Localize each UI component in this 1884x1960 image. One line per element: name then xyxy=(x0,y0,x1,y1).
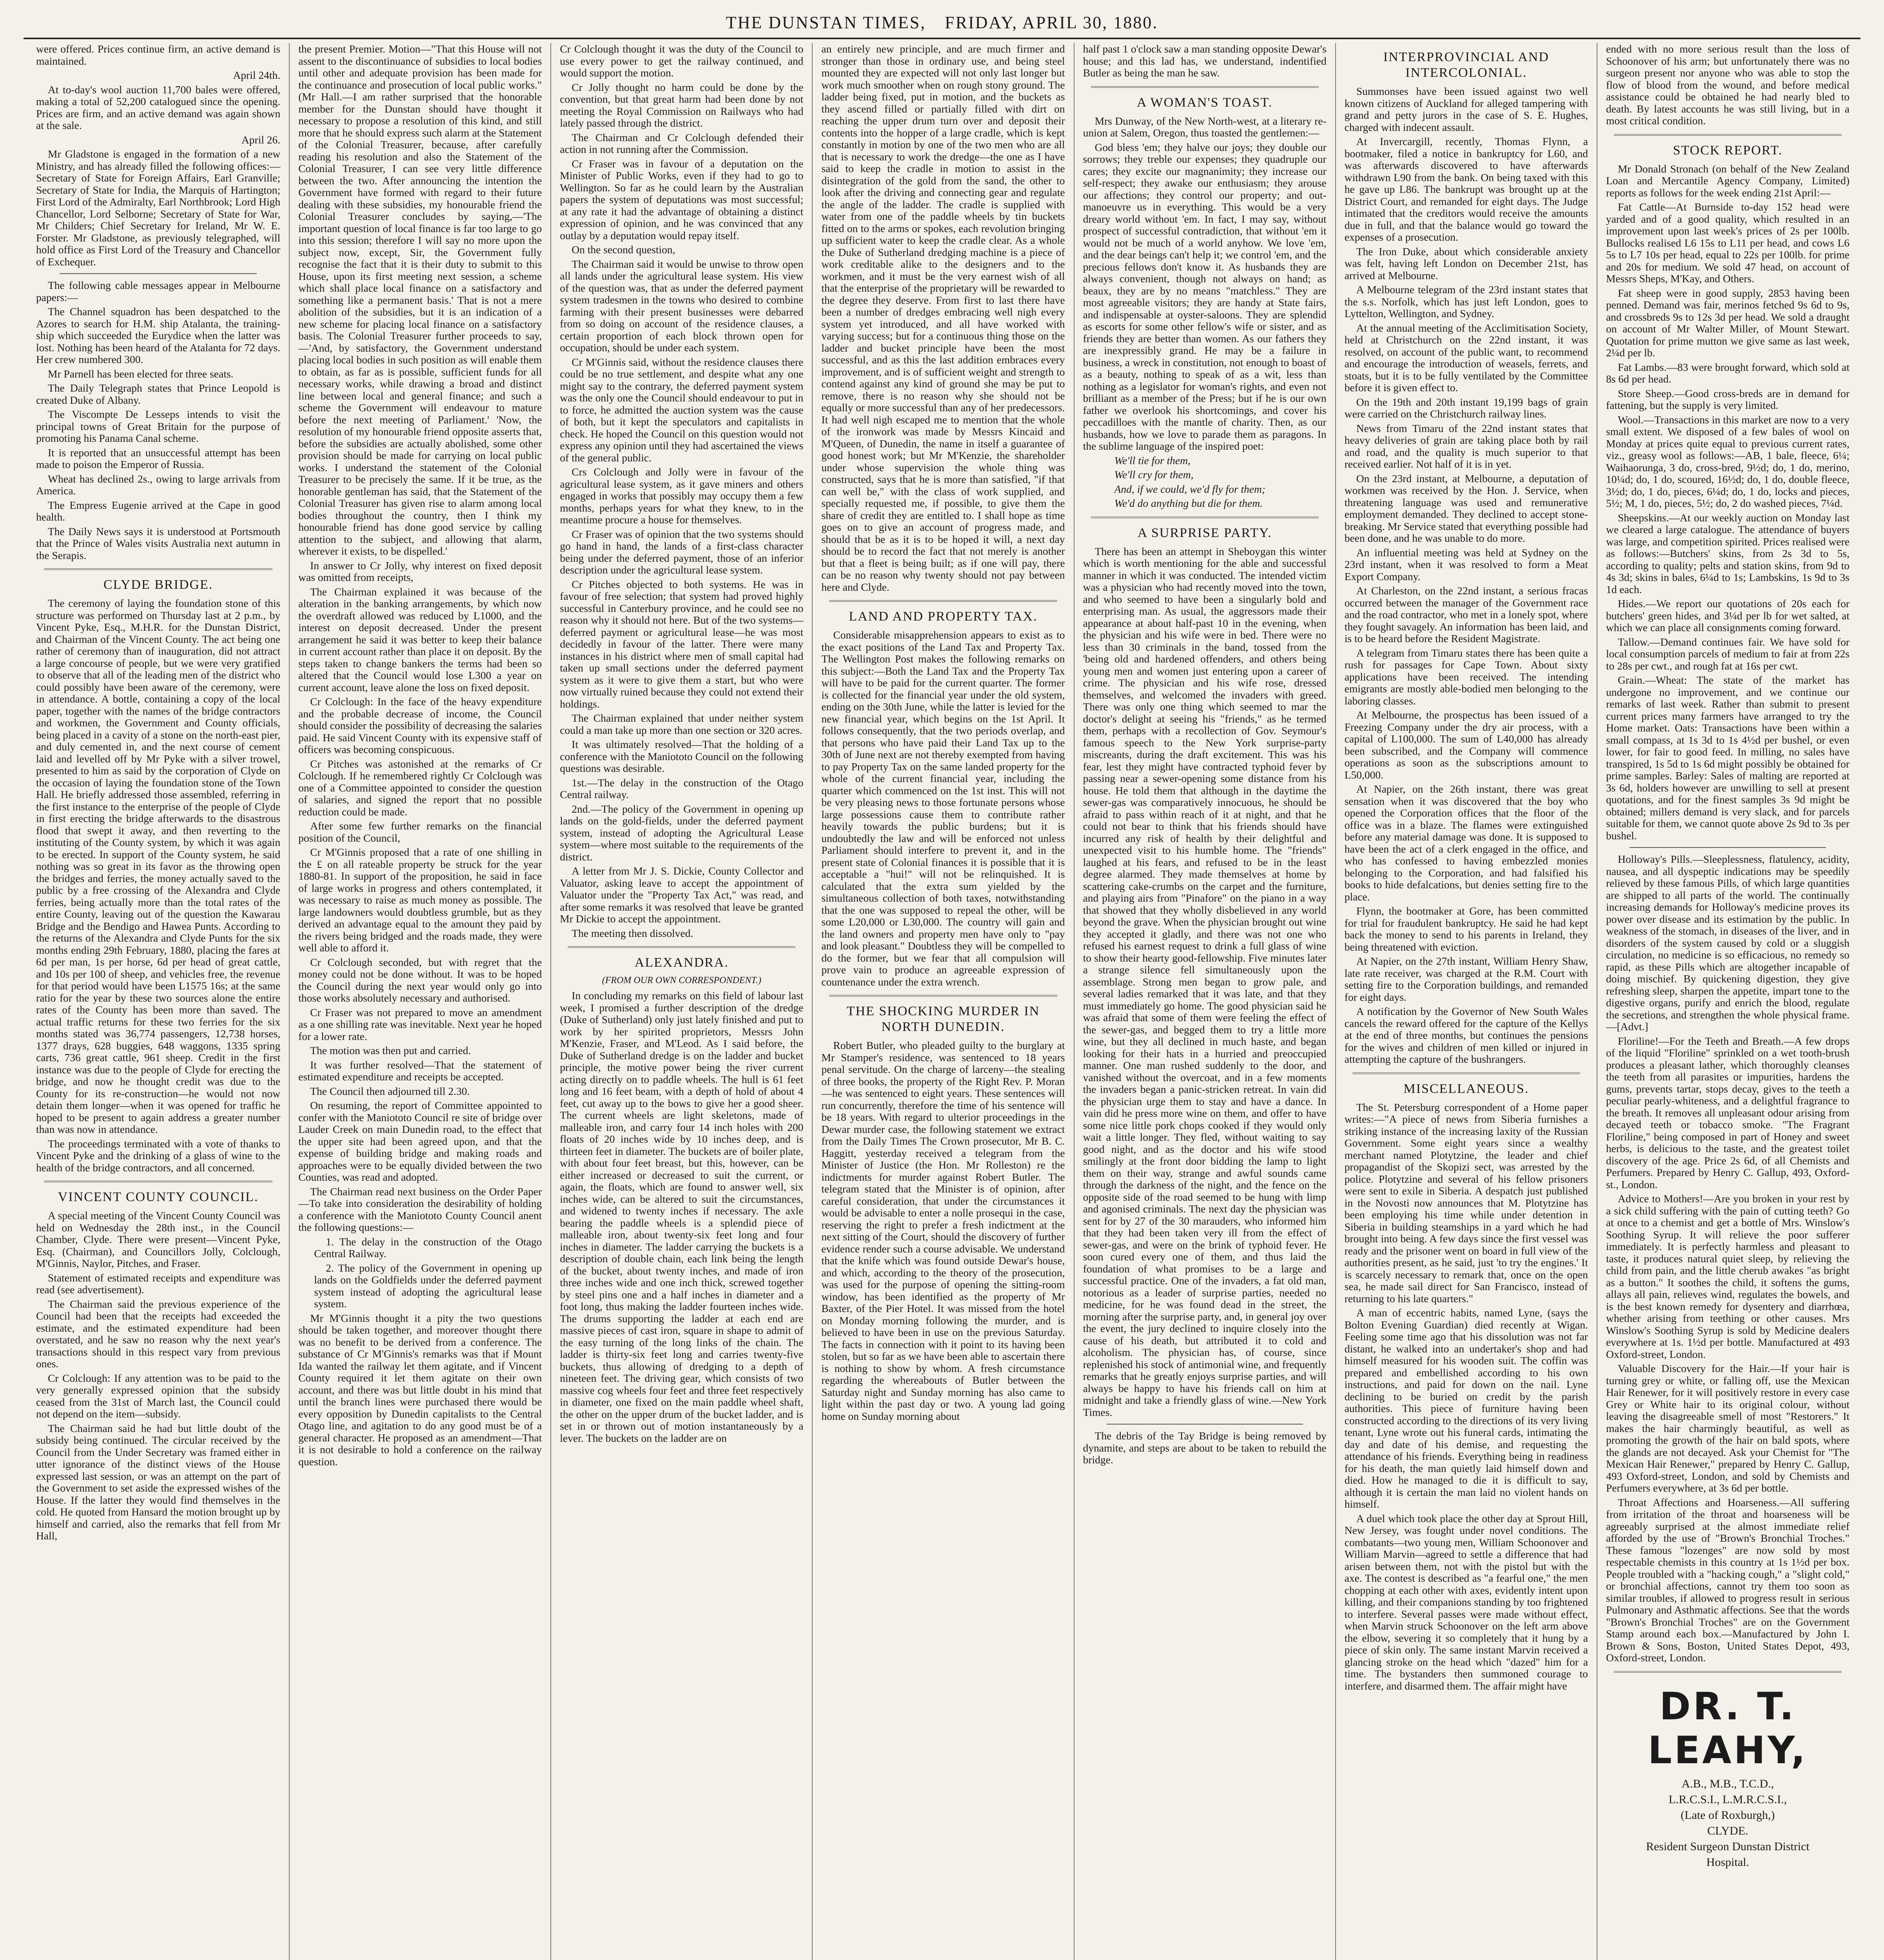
paragraph: At the annual meeting of the Acclimitisation Society, held at Christchurch on the 22nd instant, it was resolved, on account of the public want, to recommend and encourage the introduction of weasels, ferrets, and stoats, but it is to be fully ventilated by the Committee before it is given effect to. xyxy=(1344,321,1588,394)
divider xyxy=(44,568,272,570)
paragraph: Tallow.—Demand continues fair. We have sold for local consumption parcels of medium to fair at from 22s to 28s per cwt., and rough fat at 16s per cwt. xyxy=(1606,635,1850,672)
paragraph: A letter from Mr J. S. Dickie, County Collector and Valuator, asking leave to accept the appointment of Valuator under the "Property Tax Act," was read, and after some remarks it was resolved that leave be granted Mr Dickie to accept the appointment. xyxy=(560,865,804,925)
paragraph: The St. Petersburg correspondent of a Home paper writes:—"A piece of news from Siberia furnishes a striking instance of the increasing laxity of the Russian Government. Some eight years since a wealthy merchant named Plotytzine, the leader and chief propagandist of the Skopizi sect, was arrested by the police. Plotytzine and several of his fellow prisoners were sent to exile in Siberia. A despatch just published in the Novosti now announces that M. Plotytzine has been employing his time while under detention in Siberia in building steamships in a yard which he had brought into being. A few days since the first vessel was ready and the prisoner went on board in full view of the authorities present, as he said, just 'to try the engines.' It is scarcely necessary to remark that, once on the open sea, he made sail direct for San Francisco, instead of returning to his late quarters." xyxy=(1344,1101,1588,1305)
paragraph: The Chairman explained that under neither system could a man take up more than one section or 320 acres. xyxy=(560,712,804,736)
paragraph: The meeting then dissolved. xyxy=(572,927,693,939)
paragraph: Cr Fraser was in favour of a deputation on the Minister of Public Works, even if they had to go to Wellington. So far as he could learn by the Australian papers the system of deputations was most successful; at any rate it had the advantage of obtaining a distinct expression of opinion, and he was convinced that any outlay by a deputation would repay itself. xyxy=(560,157,804,241)
paragraph: The Chairman and Cr Colclough defended their action in not running after the Commission. xyxy=(560,131,804,155)
paragraph: A notification by the Governor of New South Wales cancels the reward offered for the capture of the Kellys at the end of three months, but continues the pensions for the wives and children of men killed or injured in attempting the capture of the bushrangers. xyxy=(1344,1005,1588,1065)
headline-clyde-bridge: CLYDE BRIDGE. xyxy=(103,577,213,592)
dateline: April 26. xyxy=(241,133,281,146)
paragraph: Sheepskins.—At our weekly auction on Monday last we cleared a large catalogue. The attendance of buyers was large, and competition spirited. Prices realised were as follows:—Butchers' skins, from 2s 3d to 5s, according to quality; pelts and station skins, from 9d to 4s 3d; skins in bales, 6¼d to 1s; Lambskins, 1s 9d to 3s 1d each. xyxy=(1606,511,1850,595)
headline-surprise-party: A SURPRISE PARTY. xyxy=(1137,525,1272,540)
paragraph: In answer to Cr Jolly, why interest on fixed deposit was omitted from receipts, xyxy=(298,559,542,583)
paragraph: Cr M'Ginnis proposed that a rate of one shilling in the £ on all rateable property be struck for the year 1880-81. In support of the proposition, he said in face of large works in progress and others contemplated, it was necessary to raise as much money as possible. The large landowners would doubtless grumble, but as they derived an advantage equal to the amount they paid by the rivers being bridged and the roads made, they were well able to afford it. xyxy=(298,846,542,954)
paragraph: On the 19th and 20th instant 19,199 bags of grain were carried on the Christchurch railway lines. xyxy=(1344,396,1588,420)
divider xyxy=(1091,86,1319,88)
paragraph: Grain.—Wheat: The state of the market has undergone no improvement, and we continue our remarks of last week. Rather than submit to present current prices many farmers have arranged to try the Home market. Oats: Transactions have been within a small compass, at 1s 3d to 1s 4½d per bushel, or even lower, for fair to good feed. In milling, no sales have transpired, 1s 5d to 1s 6d might possibly be obtained for prime samples. Barley: Sales of malting are reported at 3s 6d, holders however are unwilling to sell at present quotations, and for the finest samples 3s 9d might be obtained; millers demand is very slack, and for parcels suitable for them, we cannot quote above 2s 9d to 3s per bushel. xyxy=(1606,674,1850,842)
paragraph: Mr M'Ginnis thought it a pity the two questions should be taken together, and moreover thought there was no benefit to be derived from a conference. The substance of Cr M'Ginnis's remarks was that if Mount Ida wanted the railway let them agitate, and if Vincent County required it let them agitate on their own account, and there was but little doubt in his mind that until the branch lines were purchased there would be every opposition by Dunedin capitalists to the Central Otago line, and agitation to do any good must be of a general character. He proposed as an amendment—That it is not desirable to hold a conference on the railway question. xyxy=(298,1312,542,1468)
divider xyxy=(568,946,795,948)
paragraph: Floriline!—For the Teeth and Breath.—A few drops of the liquid "Floriline" sprinkled on a wet tooth-brush produces a pleasant lather, which thoroughly cleanses the teeth from all parasites or impurities, hardens the gums, prevents tartar, stops decay, gives to the teeth a peculiar pearly-whiteness, and a delightful fragrance to the breath. It removes all unpleasant odour arising from decayed teeth or tobacco smoke. "The Fragrant Floriline," being composed in part of Honey and sweet herbs, is delicious to the taste, and the greatest toilet discovery of the age. Price 2s 6d, of all Chemists and Perfumers. Prepared by Henry C. Gallup, 493, Oxford-st., London. xyxy=(1606,1034,1850,1191)
verse-line: And, if we could, we'd fly for them; xyxy=(1114,483,1266,495)
advert-hospital: Hospital. xyxy=(1706,1855,1749,1869)
paragraph: Mr Gladstone is engaged in the formation of a new Ministry, and has already filled the following offices:—Secretary of State for Foreign Affairs, Earl Granville; Secretary of State for India, the Marquis of Hartington; First Lord of the Admiralty, Earl Northbrook; Lord High Chancellor, Lord Selborne; Secretary of State for War, Mr Childers; Chief Secretary for Ireland, Mr W. E. Forster. Mr Gladstone, as previously telegraphed, will hold office as First Lord of the Treasury and Chancellor of Exchequer. xyxy=(36,148,281,268)
paragraph: Cr Pitches was astonished at the remarks of Cr Colclough. If he remembered rightly Cr Colclough was one of a Committee appointed to consider the question of salaries, and signed the report that no possible reduction could be made. xyxy=(298,757,542,818)
paragraph: At Charleston, on the 22nd instant, a serious fracas occurred between the manager of the Government race and the road contractor, who met in a lonely spot, where they fought savagely. An information has been laid, and is to be heard before the Resident Magistrate. xyxy=(1344,584,1588,644)
paragraph: Flynn, the bootmaker at Gore, has been committed for trial for fraudulent bankruptcy. He said he had kept back the money to send to his parents in Ireland, they being threatened with eviction. xyxy=(1344,905,1588,953)
divider xyxy=(829,995,1057,996)
paragraph: Wool.—Transactions in this market are now to a very small extent. We disposed of a few bales of wool on Monday at prices quite equal to previous current rates, viz., greasy wool as follows:—AB, 1 bale, fleece, 6¼; Waihaorunga, 3 do, cross-bred, 9½d; do, 1 do, merino, 10¼d; do, 1 do, scoured, 16½d; do, 1 do, double fleece, 3½d; do, 1 do, pieces, 6¼d; do, 1 do, locks and pieces, 5½; M, 1 do, pieces, 5½; do, 2 do washed pieces, 7¼d. xyxy=(1606,413,1850,509)
verse-line: We'll tie for them, xyxy=(1114,454,1191,466)
verse-line: We'll cry for them, xyxy=(1114,468,1194,481)
paragraph: At Melbourne, the prospectus has been issued of a Freezing Company under the dry air process, with a capital of L100,000. The sum of L40,000 has already been subscribed, and the Company will commence operations as soon as the subscriptions amount to L50,000. xyxy=(1344,709,1588,781)
headline-alexandra: ALEXANDRA. xyxy=(634,955,729,970)
masthead-date: FRIDAY, APRIL 30, 1880. xyxy=(945,13,1158,32)
paragraph: Statement of estimated receipts and expenditure was read (see advertisement). xyxy=(36,1271,281,1296)
divider xyxy=(44,1181,272,1182)
paragraph: It is reported that an unsuccessful attempt has been made to poison the Emperor of Russia. xyxy=(36,446,281,470)
verse-line: We'd do anything but die for them. xyxy=(1114,497,1263,509)
paragraph: The Daily Telegraph states that Prince Leopold is created Duke of Albany. xyxy=(36,382,281,406)
advert-degrees: L.R.C.S.I., L.M.R.C.S.I., xyxy=(1668,1793,1787,1806)
paragraph: On the 23rd instant, at Melbourne, a deputation of workmen was received by the Hon. J. Service, when threatening language was used and remunerative employment demanded. They declined to accept stone-breaking. Mr Service stated that everything possible had been done, and he was unable to do more. xyxy=(1344,472,1588,544)
paragraph: Cr Jolly thought no harm could be done by the convention, but that great harm had been done by not meeting the Royal Commission on Railways who had lately passed through the district. xyxy=(560,81,804,129)
paragraph: The motion was then put and carried. xyxy=(310,1044,471,1056)
paragraph: the present Premier. Motion—"That this House will not assent to the discontinuance of subsidies to local bodies until other and adequate provision has been made for the continuance and prosecution of local public works." (Mr Hall.—I am rather surprised that the honorable member for the Dunstan should have thought it necessary to propose a resolution of this kind, and still more that he should express such alarm at the Statement of the Colonial Treasurer, because, after carefully reading his resolution and also the Statement of the Colonial Treasurer, I can see very little difference between the two. After announcing the intention the Government have formed with regard to their future dealing with these subsidies, my honourable friend the Colonial Treasurer concludes by saying,—'The important question of local finance is far too large to go into this session; therefore I will say no more upon the subject now, except, Sir, the Government fully recognise the fact that it is their duty to submit to this House, upon its first meeting next session, a scheme which shall place local finance on a satisfactory and something like a permanent basis.' That is not a mere abolition of the subsidies, but it is an indication of a new scheme for placing local finance on a satisfactory basis. The Colonial Treasurer further proceeds to say,—'And, by satisfactory, the Government understand placing local bodies in such position as will enable them to obtain, as far as is possible, sufficient funds for all necessary works, while drawing a broad and distinct line between local and general finance; and such a scheme the Government will endeavour to mature before the next meeting of Parliament.' 'Now, the resolution of my honourable friend opposite asserts that, before the subsidies are actually abolished, some other provision should be made for carrying on local public works. I understand the statement of the Colonial Treasurer to be precisely the same. If it be true, as the honorable gentleman has said, that the Statement of the Colonial Treasurer has given rise to alarm among local bodies throughout the country, then I think my honourable friend has done good service by calling attention to the subject, and allowing that alarm, wherever it exists, to be dispelled.' xyxy=(298,43,542,557)
paragraph: 2nd.—The policy of the Government in opening up lands on the gold-fields, under the deferred payment system, instead of adopting the Agricultural Lease system—where most suitable to the requirements of the district. xyxy=(560,802,804,863)
paragraph: half past 1 o'clock saw a man standing opposite Dewar's house; and this lad has, we understand, indentified Butler as being the man he saw. xyxy=(1083,43,1327,79)
paragraph: An influential meeting was held at Sydney on the 23rd instant, when it was resolved to form a Meat Export Company. xyxy=(1344,546,1588,583)
divider xyxy=(1630,847,1826,848)
paragraph: There has been an attempt in Sheboygan this winter which is worth mentioning for the able and successful manner in which it was conducted. The intended victim was a physician who had recently moved into the town, and who seemed to have been a singularly bold and enterprising man. As usual, the aggressors made their appearance at about half-past 10 in the evening, when the physician and his wife were in bed. There were no less than 30 criminals in the band, tossed from the 'being old and hardened offenders, and others being young men and women just entering upon a career of crime. The physician and his wife rose, dressed themselves, and welcomed the invaders with greed. There was only one thing which seemed to mar the doctor's delight at seeing his "friends," as he termed them, perhaps with a recollection of Gov. Seymour's famous speech to the New York surprise-party miscreants, during the draft excitement. This was his fear, lest they might have contracted typhoid fever by passing near a sewer-opening some distance from his house. He told them that although in the daytime the sewer-gas was comparatively innocuous, he should be afraid to pass within reach of it at night, and that he could not bear to think that his friends should have incurred any risk of health by their delightful and unexpected visit to his humble home. The "friends" laughed at his fears, and refused to be in the least degree alarmed. They made themselves at home by scattering cake-crumbs on the carpet and the furniture, and playing airs from "Pinafore" on the piano in a way that showed that they wholly disbelieved in any world beyond the grave. When the physician brought out wine they accepted it gladly, and there was not one who refused his earnest request to drink a full glass of wine to show their hearty good-fellowship. Five minutes later a strange silence fell simultaneously upon the assemblage. Strong men began to grow pale, and several ladies remarked that it was late, and that they must immediately go home. The good physician said he was afraid that some of them were feeling the effect of the sewer-gas, and begged them to try a little more wine, but they all declined in much haste, and began looking for their hats in a hurried and preoccupied manner. One man rushed suddenly to the door, and vanished without the overcoat, and in a few moments the invaders began a panic-stricken retreat. In vain did the physician urge them to stay and have a dance. In vain did he press more wine on them, and offer to have some nice little pork chops cooked if they would only wait a little longer. They fled, without waiting to say good night, and as the doctor and his wife stood smilingly at the front door bidding the lamp to light them on their way, strange and awful sounds came through the darkness of the night, and the fence on the opposite side of the road seemed to be hung with limp and agonised criminals. The next day the physician was sent for by 27 of the 30 marauders, who informed him that they had been taken very ill from the effect of sewer-gas, and were on the brink of typhoid fever. He soon cured every one of them, and thus laid the foundation of what promises to be a large and successful practice. One of the invaders, a fat old man, notorious as a leader of surprise parties, needed no medicine, for he was found dead in the street, the morning after the surprise party, and, in general joy over the event, the jury declined to inquire closely into the cause of his death, but attributed it to cold and alcoholism. The physician has, of course, since replenished his stock of antimonial wine, and frequently remarks that he greatly enjoys surprise parties, and will always be happy to have his friends call on him at midnight and take a friendly glass of wine.—New York Times. xyxy=(1083,545,1327,1418)
paragraph: On resuming, the report of Committee appointed to confer with the Maniototo Council re site of bridge over Lauder Creek on main Dunedin road, to the effect that the upper site had been agreed upon, and that the expense of building bridge and making roads and approaches were to be equally divided between the two Counties, was read and adopted. xyxy=(298,1099,542,1183)
column-7 xyxy=(1597,43,1858,1960)
paragraph: God bless 'em; they halve our joys; they double our sorrows; they treble our expenses; they quadruple our cares; they excite our magnanimity; they increase our self-respect; they awake our enthusiasm; they arouse our affections; they control our property; and out-manoeuvre us in everything. This would be a very dreary world without 'em. In fact, I may say, without prospect of successful contradiction, that without 'em it would not be much of a world anyhow. We love 'em, and the dear beings can't help it; we control 'em, and the precious fellows don't know it. As husbands they are always convenient, though not always on hand; as beaux, they are by no means "matchless." They are most agreeable visitors; they are handy at State fairs, and indispensable at oyster-saloons. They are splendid as escorts for some other fellow's wife or sister, and as friends they are better than women. As our fathers they are inexpressibly grand. He may be a failure in business, a wreck in constitution, not enough to boast of as a beauty, nothing to speak of as a wit, less than nothing as a legislator for woman's rights, and even not brilliant as a member of the Press; but if he is our own father we overlook his shortcomings, and cover his peccadilloes with the mantle of charity. Then, as our husbands, how we love to parade them as paragons. In the sublime language of the inspired poet: xyxy=(1083,141,1327,452)
paragraph: ended with no more serious result than the loss of Schoonover of his arm; but unfortunately there was no surgeon present nor anyone who was able to stop the flow of blood from the wound, and before medical assistance could be obtained he had nearly bled to death. By latest accounts he was still living, but in a most critical condition. xyxy=(1606,43,1850,127)
paragraph: News from Timaru of the 22nd instant states that heavy deliveries of grain are taking place both by rail and road, and the quality is much superior to that received earlier. Not half of it is in yet. xyxy=(1344,422,1588,470)
list-item: 1. The delay in the construction of the Otago Central Railway. xyxy=(314,1235,542,1259)
column-6 xyxy=(1335,43,1597,1960)
paragraph: Fat Cattle—At Burnside to-day 152 head were yarded and of a good quality, which resulted in an improvement upon last week's prices of 2s per 100lb. Bullocks realised L6 15s to L11 per head, and cows L6 5s to L7 10s per head, equal to 22s per 100lb. for prime and 20s for medium. We sold 47 head, on account of Messrs Sheps, M'Kay, and Others. xyxy=(1606,201,1850,285)
paragraph: The Empress Eugenie arrived at the Cape in good health. xyxy=(36,499,281,523)
advert-name: DR. T. LEAHY, xyxy=(1648,1684,1808,1772)
paragraph: Cr M'Ginnis said, without the residence clauses there could be no true settlement, and despite what any one might say to the contrary, the deferred payment system was the only one the Council should endeavour to put in to force, he admitted the auction system was the cause of both, but it kept the speculators and capitalists in check. He hoped the Council on this question would not express any opinion until they had ascertained the views of the general public. xyxy=(560,356,804,464)
paragraph: At to-day's wool auction 11,700 bales were offered, making a total of 52,200 catalogued since the opening. Prices are firm, and an active demand was again shown at the sale. xyxy=(36,83,281,131)
advert-town: CLYDE. xyxy=(1707,1824,1748,1837)
headline-miscellaneous: MISCELLANEOUS. xyxy=(1403,1081,1529,1096)
paragraph: The Channel squadron has been despatched to the Azores to search for H.M. ship Atalanta, the training-ship which succeeded the Eurydice when the latter was lost. Nothing has been heard of the Atalanta for 72 days. Her crew numbered 300. xyxy=(36,305,281,365)
paragraph: Considerable misapprehension appears to exist as to the exact positions of the Land Tax and Property Tax. The Wellington Post makes the following remarks on this subject:—Both the Land Tax and the Property Tax will have to be paid for the current quarter. The former is collected for the financial year under the old system, ending on the 30th June, while the latter is levied for the new financial year, which begins on the 1st April. It follows consequently, that the two periods overlap, and that persons who have paid their Land Tax up to the 30th of June next are not thereby exempted from having to pay Property Tax on the same landed property for the whole of the current financial year, including the quarter which commenced on the 1st inst. This will not be very pleasing news to those fortunate persons whose large possessions cause them to contribute rather heavily towards the public burdens; but it is undoubtedly the law and will be enforced not unless Parliament should interfere to prevent it, and in the present state of Colonial finances it is possible that it is acceptable a "hui!" will not be relinquished. It is calculated that the extra sum yielded by the simultaneous collection of both taxes, notwithstanding that the one was supposed to repeal the other, will be some L20,000 or L30,000. The country will gain and the land owners and property men have only to "pay and look pleasant." Doubtless they will be compelled to do the former, but we fear that all compulsion will prove vain to produce an agreeable expression of countenance under the extra wrench. xyxy=(821,629,1065,988)
paragraph: The Council then adjourned till 2.30. xyxy=(310,1085,470,1097)
advert-position: Resident Surgeon Dunstan District xyxy=(1646,1840,1810,1853)
paragraph: A Melbourne telegram of the 23rd instant states that the s.s. Norfolk, which has just left London, goes to Lyttelton, Wellington, and Sydney. xyxy=(1344,283,1588,319)
paragraph: 1st.—The delay in the construction of the Otago Central railway. xyxy=(560,776,804,800)
paragraph: Store Sheep.—Good cross-breds are in demand for fattening, but the supply is very limited. xyxy=(1606,387,1850,411)
subheadline: (FROM OUR OWN CORRESPONDENT.) xyxy=(602,975,761,985)
paragraph: The debris of the Tay Bridge is being removed by dynamite, and steps are about to be taken to rebuild the bridge. xyxy=(1083,1430,1327,1466)
paragraph: Valuable Discovery for the Hair.—If your hair is turning grey or white, or falling off, use the Mexican Hair Renewer, for it will positively restore in every case Grey or White hair to its original colour, without leaving the disagreeable smell of most "Restorers." It makes the hair charmingly beautiful, as well as promoting the growth of the hair on bald spots, where the glands are not decayed. Ask your Chemist for "The Mexican Hair Renewer," prepared by Henry C. Gallup, 493 Oxford-street, London, and sold by Chemists and Perfumers everywhere, at 3s 6d per bottle. xyxy=(1606,1362,1850,1494)
headline-shocking-murder: THE SHOCKING MURDER IN NORTH DUNEDIN. xyxy=(846,1004,1040,1034)
masthead-title: THE DUNSTAN TIMES, xyxy=(726,13,926,32)
dateline: April 24th. xyxy=(233,69,281,81)
column-5 xyxy=(1074,43,1335,1960)
paragraph: Cr Colclough: If any attention was to be paid to the very generally expressed opinion that the subsidy ceased from the 31st of March last, the Council could not depend on the item—subsidy. xyxy=(36,1372,281,1420)
paragraph: The Daily News says it is understood at Portsmouth that the Prince of Wales visits Australia next autumn in the Serapis. xyxy=(36,525,281,561)
paragraph: Fat sheep were in good supply, 2853 having been penned. Demand was fair, merinos fetched 9s 6d to 9s, and crossbreds 9s to 12s 3d per head. We sold a draught on account of Mr Walter Miller, of Mount Stewart. Quotation for prime mutton we give same as last week, 2¼d per lb. xyxy=(1606,287,1850,359)
paragraph: Cr Pitches objected to both systems. He was in favour of free selection; that system had proved highly successful in Canterbury province, and he could see no reason why it should not here. But of the two systems—deferred payment or agricultural lease—he was most decidedly in favour of the latter. There were many instances in his district where men of small capital had taken up small sections under the deferred payment system as it were to give them a start, but who were now virtually ruined because they could not extend their holdings. xyxy=(560,578,804,710)
paragraph: Fat Lambs.—83 were brought forward, which sold at 8s 6d per head. xyxy=(1606,361,1850,385)
paragraph: Cr Fraser was of opinion that the two systems should go hand in hand, the lands of a first-class character being under the deferred payment, those of an inferior description under the agricultural lease system. xyxy=(560,528,804,576)
columns xyxy=(27,43,1858,1960)
paragraph: Wheat has declined 2s., owing to large arrivals from America. xyxy=(36,472,281,497)
paragraph: The ceremony of laying the foundation stone of this structure was performed on Thursday last at 2 p.m., by Vincent Pyke, Esq., M.H.R. for the Dunstan District, and Chairman of the Vincent County. The act being one rather of ceremony than of inauguration, did not attract a large concourse of people, but we were very gratified to observe that all of the leading men of the district who could possibly have been aware of the ceremony, were in attendance. A bottle, containing a copy of the local paper, together with the names of the bridge contractors and workmen, the Government and County officials, being placed in a cavity of a stone on the north-east pier, and duly cemented in, and the next course of cement laid and levelled off by Mr Pyke with a silver trowel, presented to him as said by the corporation of Clyde on the occasion of laying the foundation stone of the Town Hall. He briefly addressed those assembled, referring in the first instance to the enterprise of the people of Clyde in first erecting the bridge afterwards to the disastrous flood that swept it away, and then reverting to the instituting of the County system, by which it was again to be erected. In support of the County system, he said nothing was so great in its favor as the throwing open the bridges and ferries, the money actually saved to the public by a free crossing of the Alexandra and Clyde ferries, being actually more than the total rates of the entire County, leaving out of the question the Kawarau Bridge and the Bendigo and Hawea Punts. According to the returns of the Alexandra and Clyde Punts for the six months ending 29th February, 1880, placing the fares at 6d per man, 1s per horse, 6d per head of great cattle, and 10s per 100 of sheep, and vehicles free, the revenue for that period would have been L1575 16s; at the same ratio for the year by these two sources alone the entire rates of the County has been more than saved. The actual traffic returns for these two ferries for the six months stated was 36,774 passengers, 12,738 horses, 1377 drays, 628 buggies, 648 waggons, 1335 spring carts, 736 great cattle, 961 sheep. Credit in the first instance was due to the people of Clyde for erecting the bridge, and now he thought credit was due to the County for its re-construction—he would not now detain them longer—when it was opened for traffic he hoped to be present to again address a greater number than was now in attendance. xyxy=(36,597,281,1135)
paragraph: Cr Colclough thought it was the duty of the Council to use every power to get the railway continued, and would support the motion. xyxy=(560,43,804,79)
paragraph: The following cable messages appear in Melbourne papers:— xyxy=(36,279,281,303)
column-2 xyxy=(289,43,550,1960)
headline-interprovincial: INTERPROVINCIAL AND INTERCOLONIAL. xyxy=(1383,50,1549,80)
paragraph: an entirely new principle, and are much firmer and stronger than those in ordinary use, and being steel mounted they are expected will not only last longer but work much smoother when on rough stony ground. The ladder being fixed, put in motion, and the buckets as they ascend filled or partially filled with dirt on reaching the upper drum turn over and deposit their contents into the hopper of a large cradle, which is kept constantly in motion by one of the two men who are all that is necessary to work the dredge—the one as I have said to keep the cradle in motion to assist in the disintegration of the gold from the sand, the other to look after the driving and connecting gear and regulate the angle of the ladder. The cradle is supplied with water from one of the paddle wheels by tin buckets fitted on to the arms or spokes, each revolution bringing up sufficient water to keep the cradle clear. As a whole the Duke of Sutherland dredging machine is a piece of work creditable alike to the designers and to the workmen, and it must be the very earnest wish of all that the enterprise of the proprietary will be rewarded to the degree they deserve. From first to last there have been a number of dredges embracing well nigh every system yet introduced, and all have worked with varying success; but for a continuous thing those on the ladder and bucket principle have been the most successful, and as this the last addition embraces every improvement, and is of sufficient weight and strength to contend against any kind of ground she may be put to remove, there is no reason why she should not be equally or more successful than any of her predecessors. It had well nigh escaped me to mention that the whole of the ironwork was made by Messrs Kincaid and M'Queen, of Dunedin, the name in itself a guarantee of good honest work; but Mr M'Kenzie, the shareholder under whose supervision the whole thing was constructed, says that he is more than satisfied, "if that can well be," with the class of work supplied, and specially requested me, if possible, to give them the share of credit they are entitled to. I shall hope as time goes on to give an account of progress made, and should that be as it is to be hoped it will, a next day should be to record the fact that not merely is another but that a fleet is being built; as if one will pay, there can be no reason why twenty should not pay between here and Clyde. xyxy=(821,43,1065,593)
paragraph: Throat Affections and Hoarseness.—All suffering from irritation of the throat and hoarseness will be agreeably surprised at the almost immediate relief afforded by the use of "Brown's Bronchial Troches." These famous "lozenges" are now sold by most respectable chemists in this country at 1s 1½d per box. People troubled with a "hacking cough," a "slight cold," or bronchial affections, cannot try them too soon as similar troubles, if allowed to progress result in serious Pulmonary and Asthmatic affections. See that the words "Brown's Bronchial Troches" are on the Government Stamp around each box.—Manufactured by John I. Brown & Sons, Boston, United States Depot, 493, Oxford-street, London. xyxy=(1606,1496,1850,1664)
paragraph: Mrs Dunway, of the New North-west, at a literary re-union at Salem, Oregon, thus toasted the gentlemen:— xyxy=(1083,114,1327,139)
list-item: 2. The policy of the Government in opening up lands on the Goldfields under the deferred payment system instead of adopting the agricultural lease system. xyxy=(314,1261,542,1310)
column-4 xyxy=(812,43,1073,1960)
paragraph: At Invercargill, recently, Thomas Flynn, a bootmaker, filed a notice in bankruptcy for L60, and was afterwards discovered to have afterwards withdrawn L90 from the bank. On being taxed with this he gave up L86. The bankrupt was brought up at the District Court, and remanded for eight days. The Judge intimated that the creditors would receive the amounts due in full, and that the balance would go toward the expenses of a prosecution. xyxy=(1344,135,1588,243)
divider xyxy=(60,273,257,274)
headline-vincent-county-council: VINCENT COUNTY COUNCIL. xyxy=(58,1190,259,1204)
paragraph: Cr Fraser was not prepared to move an amendment as a one shilling rate was inevitable. Next year he hoped for a lower rate. xyxy=(298,1006,542,1042)
divider xyxy=(1107,1424,1303,1425)
paragraph: were offered. Prices continue firm, an active demand is maintained. xyxy=(36,43,281,67)
divider xyxy=(1614,1671,1842,1673)
paragraph: Crs Colclough and Jolly were in favour of the agricultural lease system, as it gave miners and others engaged in works that possibly may occupy them a few months, perhaps years for what they knew, to in the meantime procure a house for themselves. xyxy=(560,466,804,526)
paragraph: Robert Butler, who pleaded guilty to the burglary at Mr Stamper's residence, was sentenced to 18 years penal servitude. On the charge of larceny—the stealing of three books, the property of the Right Rev. P. Moran—he was sentenced to eight years. These sentences will run concurrently, therefore the time of his sentence will be 18 years. With regard to ulterior proceedings in the Dewar murder case, the following statement we extract from the Daily Times The Crown prosecutor, Mr B. C. Haggitt, yesterday received a telegram from the Minister of Justice (the Hon. Mr Rolleston) re the indictments for murder against Robert Butler. The telegram stated that the Minister is of opinion, after careful consideration, that under the circumstances it would be advisable to enter a nolle prosequi in the case, reserving the right to prefer a fresh indictment at the next sitting of the Court, should the discovery of further evidence render such a course advisable. We understand that the knife which was found outside Dewar's house, and which, according to the theory of the prosecution, was used for the purpose of opening the sitting-room window, has been identified as the property of Mr Baxter, of the Pier Hotel. It was missed from the hotel on Monday morning following the murder, and is believed to have been in use on the previous Saturday. The facts in connection with it point to its having been stolen, but so far as we have been able to ascertain there is nothing to show by whom. A fresh circumstance regarding the whereabouts of Butler between the Saturday night and Sunday morning has also came to light within the past day or two. A young lad going home on Sunday morning about xyxy=(821,1039,1065,1422)
column-3 xyxy=(550,43,812,1960)
paragraph: A special meeting of the Vincent County Council was held on Wednesday the 28th inst., in the Council Chamber, Clyde. There were present—Vincent Pyke, Esq. (Chairman), and Councillors Jolly, Colclough, M'Ginnis, Naylor, Pitches, and Fraser. xyxy=(36,1209,281,1269)
paragraph: Mr Donald Stronach (on behalf of the New Zealand Loan and Mercantile Agency Company, Limited) reports as follows for the week ending 21st April:— xyxy=(1606,162,1850,199)
paragraph: A telegram from Timaru states there has been quite a rush for passages for Cape Town. About sixty applications have been received. The intending emigrants are mostly able-bodied men belonging to the laboring classes. xyxy=(1344,646,1588,707)
paragraph: Summonses have been issued against two well known citizens of Auckland for alleged tampering with grand and petty jurors in the case of S. E. Hughes, charged with indecent assault. xyxy=(1344,85,1588,133)
headline-stock-report: STOCK REPORT. xyxy=(1673,143,1783,158)
paragraph: In concluding my remarks on this field of labour last week, I promised a further description of the dredge (Duke of Sutherland) only just lately finished and put to work by her spirited proprietors, Messrs John M'Kenzie, Fraser, and M'Leod. As I said before, the Duke of Sutherland dredge is on the ladder and bucket principle, the motive power being the river current acting directly on to paddle wheels. The hull is 61 feet long and 16 feet beam, with a depth of hold of about 4 feet, cut away up to the bows to give her a good sheer. The current wheels are light skeletons, made of malleable iron, and carry four 14 inch holes with 200 floats of 20 inches wide by 10 inches deep, and is thirteen feet in diameter. The buckets are of boiler plate, with about four feet breast, but this, however, can be either increased or decreased to suit the current, or again, the floats, which are found to answer well, six inches wide, can be altered to suit the circumstances, and widened to twenty inches if necessary. The axle bearing the paddle wheels is a splendid piece of malleable iron, about twenty-six feet long and four inches in diameter. The ladder carrying the buckets is a description of double chain, each link being the length of the bucket, about twenty inches, and made of iron three inches wide and one inch thick, screwed together by steel pins one and a half inches in diameter and a foot long, thus making the ladder fourteen inches wide. The drums supporting the ladder at each end are massive pieces of cast iron, square in shape to admit of the easy turning of the long links of the chain. The ladder is thirty-six feet long and carries twenty-five buckets, thus allowing of dredging to a depth of nineteen feet. The driving gear, which consists of two massive cog wheels four feet and three feet respectively in diameter, one fixed on the main paddle wheel shaft, the other on the upper drum of the bucket ladder, and is set in or thrown out of motion instantaneously by a lever. The buckets on the ladder are on xyxy=(560,989,804,1444)
advertisement-dr-leahy xyxy=(1606,1684,1850,1870)
divider xyxy=(1091,517,1319,518)
paragraph: The Chairman said he had but little doubt of the subsidy being continued. The circular received by the Council from the Under Secretary was framed either in utter ignorance of the distinct views of the House expressed last session, or was an attempt on the part of the Government to set aside the expressed wishes of the House. If the latter they would find themselves in the cold. He quoted from Hansard the motion brought up by himself and carried, also the remarks that fell from Mr Hall, xyxy=(36,1422,281,1542)
paragraph: The Iron Duke, about which considerable anxiety was felt, having left London on December 21st, has arrived at Melbourne. xyxy=(1344,245,1588,281)
advert-former-location: (Late of Roxburgh,) xyxy=(1681,1808,1775,1822)
paragraph: The Chairman said the previous experience of the Council had been that the receipts had exceeded the estimate, and the estimated expenditure had been overstated, and he saw no reason why the next year's transactions should in this respect vary from previous ones. xyxy=(36,1298,281,1370)
paragraph: It was ultimately resolved—That the holding of a conference with the Maniototo Council on the following questions was desirable. xyxy=(560,738,804,774)
divider xyxy=(1352,1073,1580,1074)
paragraph: Cr Colclough seconded, but with regret that the money could not be done without. It was to be hoped the Council during the next year would only go into those works absolutely necessary and authorised. xyxy=(298,956,542,1004)
paragraph: On the second question, xyxy=(572,243,675,256)
paragraph: It was further resolved—That the statement of estimated expenditure and receipts be accepted. xyxy=(298,1058,542,1083)
paragraph: The proceedings terminated with a vote of thanks to Vincent Pyke and the drinking of a glass of wine to the health of the bridge contractors, and all concerned. xyxy=(36,1137,281,1174)
advert-degrees: A.B., M.B., T.C.D., xyxy=(1681,1777,1774,1790)
paragraph: At Napier, on the 26th instant, there was great sensation when it was discovered that the boy who opened the Corporation offices that the floor of the office was in a blaze. The flames were extinguished before any material damage was done. It is supposed to have been the act of a clerk engaged in the office, and who has confessed to having embezzled monies belonging to the Corporation, and had falsified his books to hide defalcations, but denies setting fire to the place. xyxy=(1344,783,1588,903)
paragraph: At Napier, on the 27th instant, William Henry Shaw, late rate receiver, was charged at the R.M. Court with setting fire to the Corporation buildings, and remanded for eight days. xyxy=(1344,955,1588,1003)
paragraph: Mr Parnell has been elected for three seats. xyxy=(48,367,234,380)
paragraph: Cr Colclough: In the face of the heavy expenditure and the probable decrease of income, the Council should consider the possibility of decreasing the salaries paid. He said Vincent County with its expensive staff of officers was becoming conspicuous. xyxy=(298,695,542,755)
paragraph: Advice to Mothers!—Are you broken in your rest by a sick child suffering with the pain of cutting teeth? Go at once to a chemist and get a bottle of Mrs. Winslow's Soothing Syrup. It will relieve the poor sufferer immediately. It is perfectly harmless and pleasant to taste, it produces natural quiet sleep, by relieving the child from pain, and the little cherub awakes "as bright as a button." It soothes the child, it softens the gums, allays all pain, relieves wind, regulates the bowels, and is the best known remedy for dysentery and diarrhœa, whether arising from teething or other causes. Mrs Winslow's Soothing Syrup is sold by Medicine dealers everywhere at 1s. 1½d per bottle. Manufactured at 493 Oxford-street, London. xyxy=(1606,1192,1850,1360)
headline-land-property-tax: LAND AND PROPERTY TAX. xyxy=(849,609,1038,624)
paragraph: The Viscompte De Lesseps intends to visit the principal towns of Great Britain for the purpose of promoting his Panama Canal scheme. xyxy=(36,408,281,444)
paragraph: The Chairman said it would be unwise to throw open all lands under the agricultural lease system. His view of the question was, that as under the deferred payment system tradesmen in the towns who desired to combine farming with their present businesses were debarred from so doing on account of the residence clauses, a certain proportion of each block thrown open for occupation, should be under each system. xyxy=(560,258,804,354)
headline-womans-toast: A WOMAN'S TOAST. xyxy=(1136,95,1273,110)
paragraph: The Chairman explained it was because of the alteration in the banking arrangements, by which now the overdraft allowed was reduced by L1000, and the interest on deposit decreased. Under the present arrangement he said it was better to keep their balance in current account rather than place it on deposit. By the steps taken to change bankers the terms had been so altered that the Council would lose L300 a year on current account, leave alone the loss on fixed deposit. xyxy=(298,585,542,693)
paragraph: A man of eccentric habits, named Lyne, (says the Bolton Evening Guardian) died recently at Wigan. Feeling some time ago that his dissolution was not far distant, he walked into an undertaker's shop and had himself measured for his wooden suit. The coffin was prepared and embellished according to his own instructions, and paid for down on the nail. Lyne declining to be buried on credit by the parish authorities. This piece of furniture having been constructed according to the directions of its very living tenant, Lyne wrote out his funeral cards, intimating the day and date of his demise, and requesting the attendance of his friends. Everything being in readiness for his death, the man quietly laid himself down and died. How he managed to die it is difficult to say, although it is certain the man laid no violent hands on himself. xyxy=(1344,1307,1588,1510)
paragraph: A duel which took place the other day at Sprout Hill, New Jersey, was fought under novel conditions. The combatants—two young men, William Schoonover and William Marvin—agreed to settle a difference that had arisen between them, not with the pistol but with the axe. The contest is described as "a fearful one," the men chopping at each other with axes, evidently intent upon killing, and their companions standing by too frightened to interfere. Several passes were made without effect, when Marvin struck Schoonover on the left arm above the elbow, severing it so completely that it hung by a piece of skin only. The same instant Marvin received a glancing stroke on the head which "dazed" him for a time. The bystanders then summoned courage to interfere, and disarmed them. The affair might have xyxy=(1344,1512,1588,1692)
paragraph: After some few further remarks on the financial position of the Council, xyxy=(298,820,542,844)
divider xyxy=(1614,134,1842,136)
paragraph: The Chairman read next business on the Order Paper—To take into consideration the desirability of holding a conference with the Maniototo County Council anent the following questions:— xyxy=(298,1185,542,1233)
paragraph: Hides.—We report our quotations of 20s each for butchers' green hides, and 3¼d per lb for wet salted, at which we can place all consignments coming forward. xyxy=(1606,597,1850,633)
divider xyxy=(829,600,1057,602)
masthead xyxy=(24,7,1860,39)
paragraph: Holloway's Pills.—Sleeplessness, flatulency, acidity, nausea, and all dyspeptic indications may be speedily relieved by these famous Pills, of which large quantities are shipped to all parts of the world. The continually increasing demands for Holloway's medicine proves its power over disease and its estimation by the public. In weakness of the stomach, in diseases of the liver, and in disorders of the system caused by cold or a sluggish circulation, no medicine is so efficacious, no remedy so rapid, as these Pills which are altogether incapable of doing mischief. By quickening digestion, they give refreshing sleep, sharpen the appetite, impart tone to the digestive organs, purify and enrich the blood, regulate the secretions, and strengthen the whole physical frame.—[Advt.] xyxy=(1606,853,1850,1033)
column-1 xyxy=(27,43,289,1960)
